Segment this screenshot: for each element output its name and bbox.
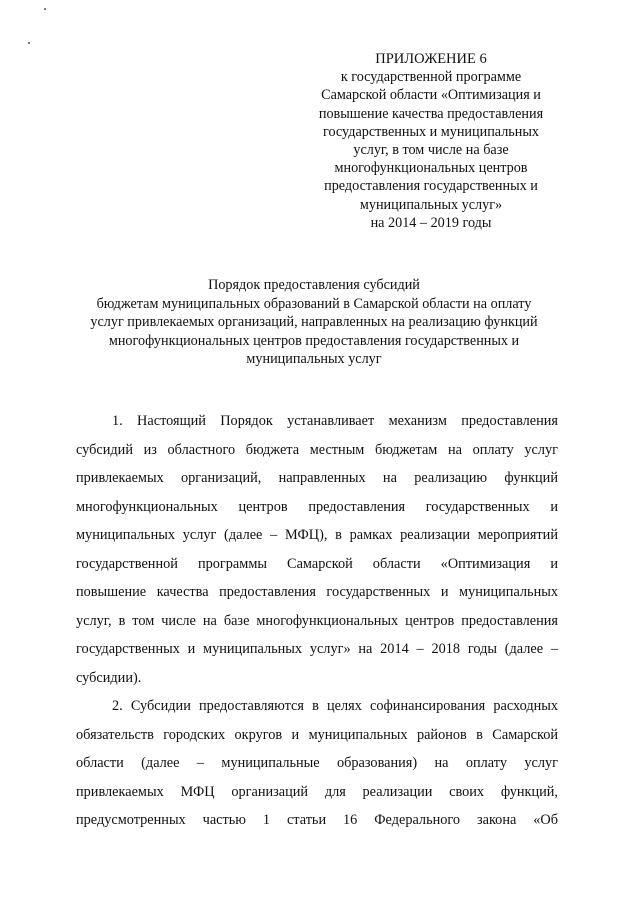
paragraph-1-line: 1. Настоящий Порядок устанавливает механизм предоставления <box>112 413 558 429</box>
appendix-line: предоставления государственных и <box>324 178 538 195</box>
title-line: Порядок предоставления субсидий <box>208 277 420 293</box>
appendix-block <box>300 50 562 232</box>
paragraph-2-line: обязательств городских округов и муниципальных районов в Самарской <box>76 726 558 743</box>
paragraph-1-line: муниципальных услуг (далее – МФЦ), в рамках реализации мероприятий <box>76 527 558 543</box>
paragraph-2-line: предусмотренных частью 1 статьи 16 Федерального закона «Об <box>76 812 558 828</box>
paragraph-1-line: государственной программы Самарской области «Оптимизация и <box>76 555 558 572</box>
paragraph-1-line: привлекаемых организаций, направленных на реализацию функций <box>76 470 558 486</box>
paragraph-2-line: области (далее – муниципальные образования) на оплату услуг <box>76 755 558 771</box>
paragraph-1-line: государственных и муниципальных услуг» на 2014 – 2018 годы (далее – <box>76 641 558 657</box>
appendix-line: к государственной программе <box>340 69 522 86</box>
paragraph-1-line: субсидии). <box>76 669 142 686</box>
paragraph-1-line: повышение качества предоставления государственных и муниципальных <box>76 584 558 600</box>
paragraph-1-line: субсидий из областного бюджета местным бюджетам на оплату услуг <box>76 441 558 458</box>
appendix-line: повышение качества предоставления <box>318 105 544 122</box>
appendix-line: Самарской области «Оптимизация и <box>321 87 541 104</box>
document-title <box>60 276 568 369</box>
title-line: многофункциональных центров предоставления государственных и <box>108 332 520 349</box>
appendix-line: услуг, в том числе на базе <box>353 142 509 159</box>
title-line: услуг привлекаемых организаций, направленных на реализацию функций <box>90 314 538 330</box>
appendix-line: многофункциональных центров <box>334 160 528 177</box>
scan-speck <box>44 8 46 10</box>
title-line: бюджетам муниципальных образований в Самарской области на оплату <box>96 295 532 312</box>
appendix-line: на 2014 – 2019 годы <box>370 214 492 231</box>
paragraph-2-line: 2. Субсидии предоставляются в целях софинансирования расходных <box>112 698 558 714</box>
paragraph-1-line: услуг, в том числе на базе многофункциональных центров предоставления <box>76 612 558 629</box>
appendix-line: государственных и муниципальных <box>323 123 539 140</box>
paragraph-2-line: привлекаемых МФЦ организаций для реализации своих функций, <box>76 783 558 800</box>
appendix-line: муниципальных услуг» <box>359 196 503 213</box>
scan-speck <box>28 42 30 44</box>
title-line: муниципальных услуг <box>246 351 382 367</box>
appendix-heading: ПРИЛОЖЕНИЕ 6 <box>375 51 487 67</box>
paragraph-1-line: многофункциональных центров предоставления государственных и <box>76 498 558 515</box>
